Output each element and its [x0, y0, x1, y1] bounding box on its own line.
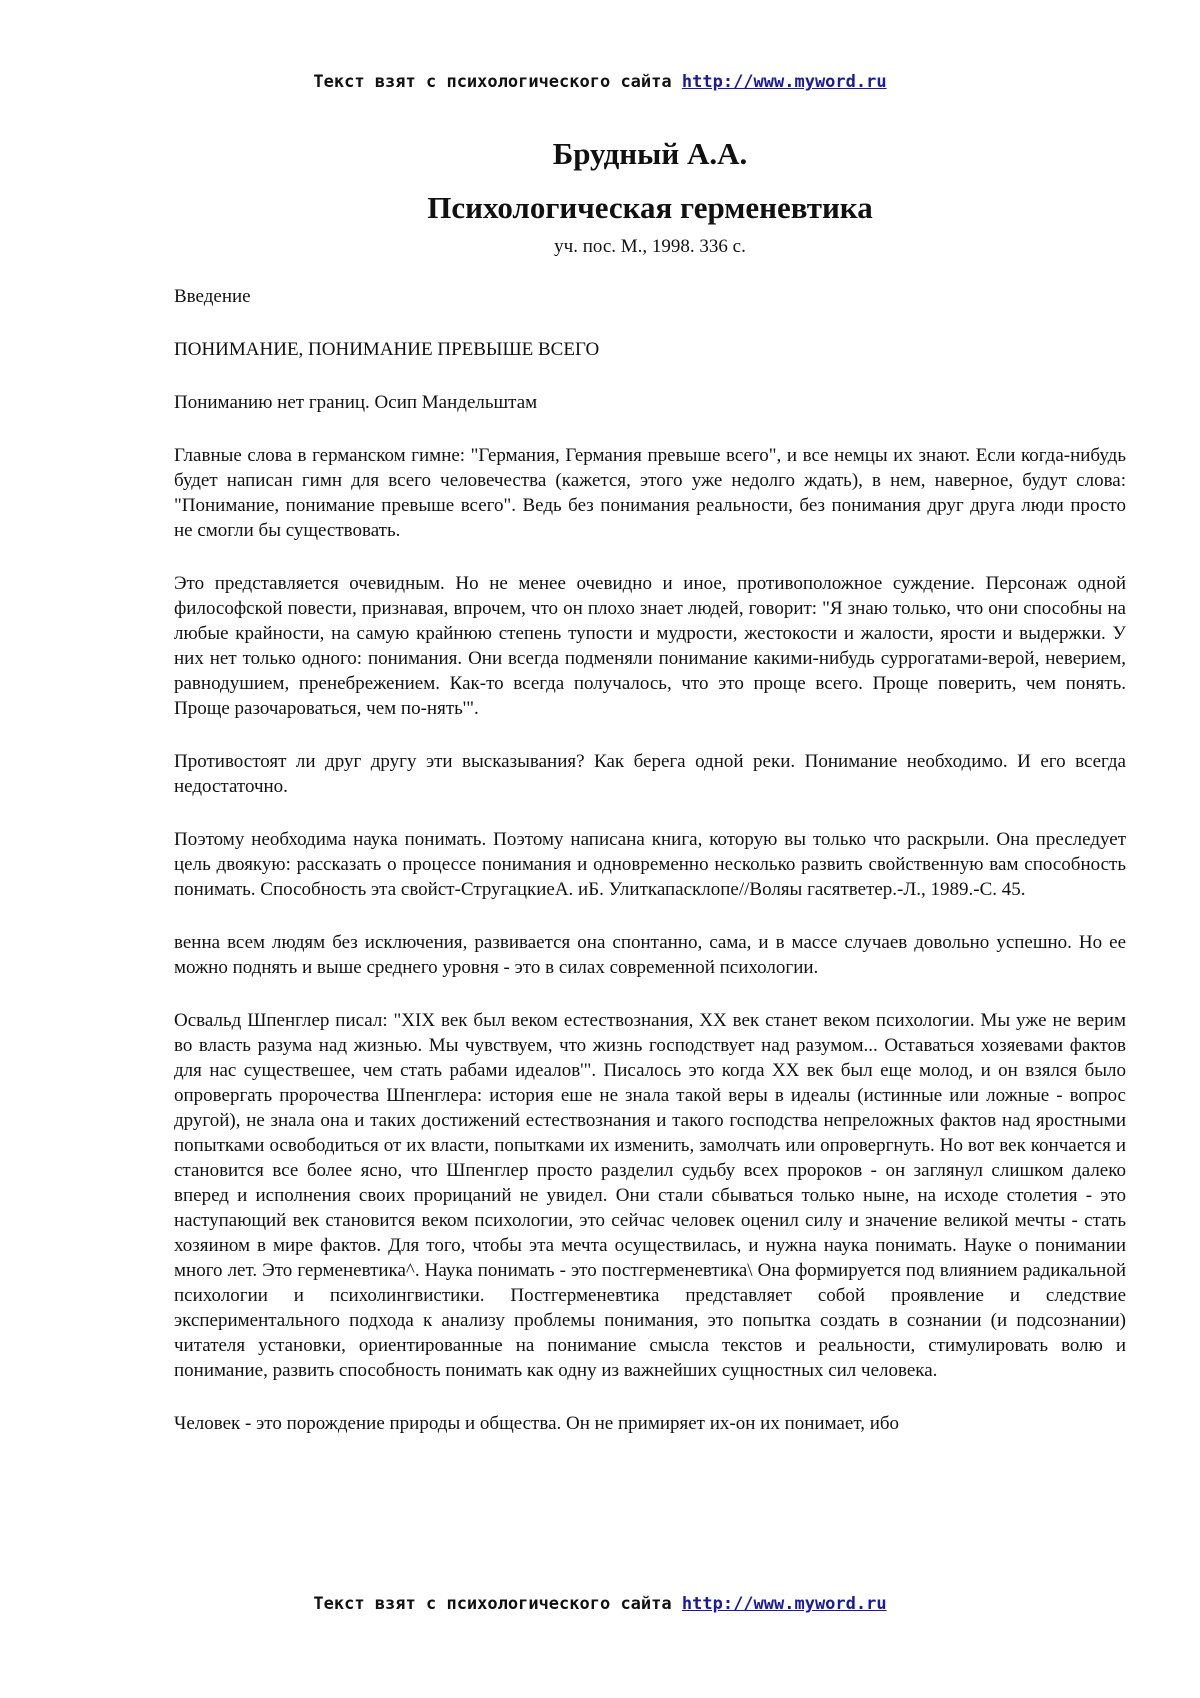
paragraph: Человек - это порождение природы и общества. Он не примиряет их-он их понимает, ибо: [174, 1413, 900, 1434]
footer-site-notice: [0, 1594, 1200, 1614]
epigraph: Пониманию нет границ. Осип Мандельштам: [174, 392, 538, 413]
book-title: Психологическая герменевтика: [427, 190, 873, 225]
section-label: Введение: [174, 286, 251, 307]
paragraph: Это представляется очевидным. Но не менее очевидно и иное, противоположное суждение. Персонаж одной философской повести, признавая, впрочем, что он плохо знает людей, говорит: "Я знаю только, что они способны на любые крайности, на самую крайнюю степень тупости и мудрости, жестокости и жалости, ярости и выдержки. У них нет только одного: понимания. Они всегда подменяли понимание какими-нибудь суррогатами-верой, неверием, равнодушием, пренебрежением. Как-то всегда получалось, что это проще всего. Проще поверить, чем понять. Проще разочароваться, чем по-нять'".: [174, 573, 1126, 719]
header-site-notice: [0, 72, 1200, 92]
paragraph: Освальд Шпенглер писал: "XIX век был веком естествознания, XX век станет веком психологии. Мы уже не верим во власть разума над жизнью. Мы чувствуем, что жизнь господствует над разумом... Оставаться хозяевами фактов для нас существешее, чем стать рабами идеалов'". Писалось это когда XX век был еще молод, и он взялся было опровергать пророчества Шпенглера: история еше не знала такой веры в идеалы (истинные или ложные - вопрос другой), не знала она и таких достижений естествознания и такого господства непреложных фактов над яростными попытками освободиться от их власти, попытками их изменить, замолчать или опровергнуть. Но вот век кончается и становится все более ясно, что Шпенглер просто разделил судьбу всех пророков - он заглянул слишком далеко вперед и исполнения своих прорицаний не увидел. Они стали сбываться только ныне, на исходе столетия - это наступающий век становится веком психологии, это сейчас человек оценил силу и значение великой мечты - стать хозяином в мире фактов. Для того, чтобы эта мечта осуществилась, и нужна наука понимать. Науке о понимании много лет. Это герменевтика^. Наука понимать - это постгерменевтика\ Она формируется под влиянием радикальной психологии и психолингвистики. Постгерменевтика представляет собой проявление и следствие экспериментального подхода к анализу проблемы понимания, это попытка создать в сознании (и подсознании) читателя установки, ориентированные на понимание смысла текстов и реальности, стимулировать волю и понимание, развить способность понимать как одну из важнейших сущностных сил человека.: [174, 1010, 1126, 1381]
body-text: [174, 284, 1126, 1464]
paragraph: венна всем людям без исключения, развивается она спонтанно, сама, и в массе случаев довольно успешно. Но ее можно поднять и выше среднего уровня - это в силах современной психологии.: [174, 932, 1126, 978]
paragraph: Главные слова в германском гимне: "Германия, Германия превыше всего", и все немцы их знают. Если когда-нибудь будет написан гимн для всего человечества (кажется, этого уже недолго ждать), в нем, наверное, будут слова: "Понимание, понимание превыше всего". Ведь без понимания реальности, без понимания друг друга люди просто не смогли бы существовать.: [174, 445, 1126, 541]
paragraph: Поэтому необходима наука понимать. Поэтому написана книга, которую вы только что раскрыли. Она преследует цель двоякую: рассказать о процессе понимания и одновременно несколько развить свойственную вам способность понимать. Способность эта свойст-СтругацкиеА. иБ. Улиткапасклопе//Воляы гасятветер.-Л., 1989.-С. 45.: [174, 829, 1126, 900]
author-name: Брудный А.А.: [552, 136, 748, 171]
footer-site-link[interactable]: http://www.myword.ru: [681, 1594, 887, 1614]
chapter-heading: ПОНИМАНИЕ, ПОНИМАНИЕ ПРЕВЫШЕ ВСЕГО: [174, 339, 600, 360]
publication-info: уч. пос. М., 1998. 336 с.: [554, 236, 746, 257]
paragraph: Противостоят ли друг другу эти высказывания? Как берега одной реки. Понимание необходимо. И его всегда недостаточно.: [174, 751, 1126, 797]
footer-site-text: Текст взят с психологического сайта: [313, 1594, 672, 1614]
header-site-link[interactable]: http://www.myword.ru: [681, 72, 887, 92]
header-site-text: Текст взят с психологического сайта: [313, 72, 672, 92]
